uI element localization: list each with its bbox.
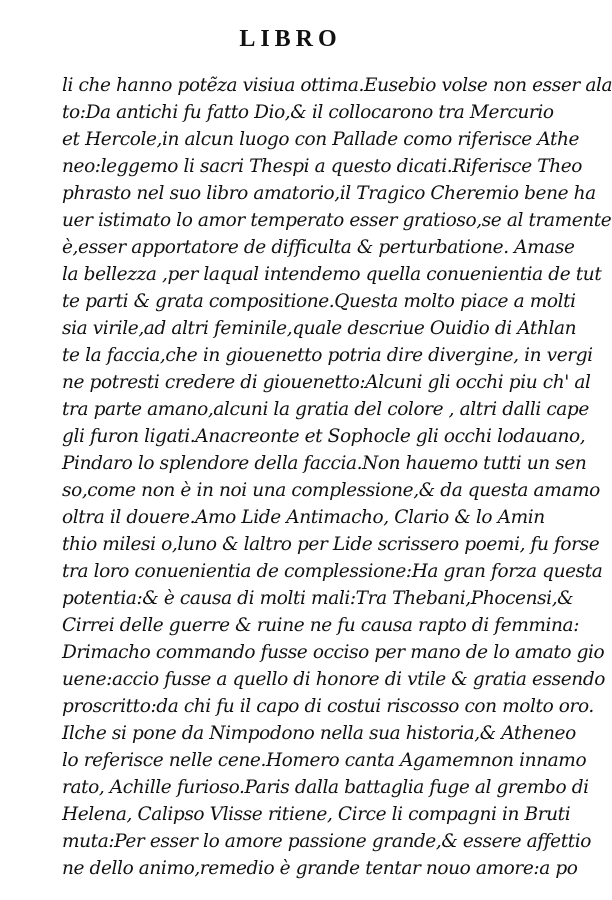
- text-line: la bellezza ,per laqual intendemo quella conuenientia de tut: [62, 264, 602, 285]
- text-line: gli furon ligati.Anacreonte et Sophocle gli occhi lodauano,: [62, 426, 586, 447]
- text-line: Drimacho commando fusse occiso per mano de lo amato gio: [62, 642, 605, 663]
- text-line: te parti & grata compositione.Questa molto piace a molti: [62, 291, 576, 312]
- running-head: LIBRO: [239, 26, 342, 52]
- text-line: uene:accio fusse a quello di honore di vtile & gratia essendo: [62, 669, 606, 690]
- text-line: oltra il douere.Amo Lide Antimacho, Clario & lo Amin: [62, 507, 545, 528]
- text-line: et Hercole,in alcun luogo con Pallade como riferisce Athe: [62, 129, 580, 150]
- text-line: Ilche si pone da Nimpodono nella sua historia,& Atheneo: [62, 723, 576, 744]
- text-line: rato, Achille furioso.Paris dalla battaglia fuge al grembo di: [62, 777, 589, 798]
- text-line: muta:Per esser lo amore passione grande,& essere affettio: [62, 831, 592, 852]
- text-line: ne potresti credere di giouenetto:Alcuni gli occhi piu ch' al: [62, 372, 591, 393]
- text-line: phrasto nel suo libro amatorio,il Tragico Cheremio bene ha: [62, 183, 596, 204]
- text-line: tra parte amano,alcuni la gratia del colore , altri dalli cape: [62, 399, 589, 420]
- text-line: so,come non è in noi una complessione,& da questa amamo: [62, 480, 600, 501]
- text-line: Cirrei delle guerre & ruine ne fu causa rapto di femmina:: [62, 615, 580, 636]
- text-line: potentia:& è causa di molti mali:Tra Thebani,Phocensi,&: [62, 588, 574, 609]
- text-line: ne dello animo,remedio è grande tentar nouo amore:a po: [62, 858, 578, 879]
- text-line: neo:leggemo li sacri Thespi a questo dicati.Riferisce Theo: [62, 156, 583, 177]
- text-line: lo referisce nelle cene.Homero canta Agamemnon innamo: [62, 750, 587, 771]
- text-line: tra loro conuenientia de complessione:Ha gran forza questa: [62, 561, 603, 582]
- text-line: thio milesi o,luno & laltro per Lide scrissero poemi, fu forse: [62, 534, 600, 555]
- text-line: è,esser apportatore de difficulta & perturbatione. Amase: [62, 237, 575, 258]
- text-line: sia virile,ad altri feminile,quale descriue Ouidio di Athlan: [62, 318, 577, 339]
- text-line: li che hanno potẽza visiua ottima.Eusebio volse non esser ala: [62, 75, 612, 96]
- text-line: Helena, Calipso Vlisse ritiene, Circe li compagni in Bruti: [62, 804, 571, 825]
- text-line: proscritto:da chi fu il capo di costui riscosso con molto oro.: [62, 696, 594, 717]
- body-text: [62, 72, 612, 882]
- text-line: te la faccia,che in giouenetto potria dire divergine, in vergi: [62, 345, 593, 366]
- text-line: uer istimato lo amor temperato esser gratioso,se al tramente: [62, 210, 612, 231]
- text-line: Pindaro lo splendore della faccia.Non hauemo tutti un sen: [62, 453, 587, 474]
- text-line: to:Da antichi fu fatto Dio,& il collocarono tra Mercurio: [62, 102, 554, 123]
